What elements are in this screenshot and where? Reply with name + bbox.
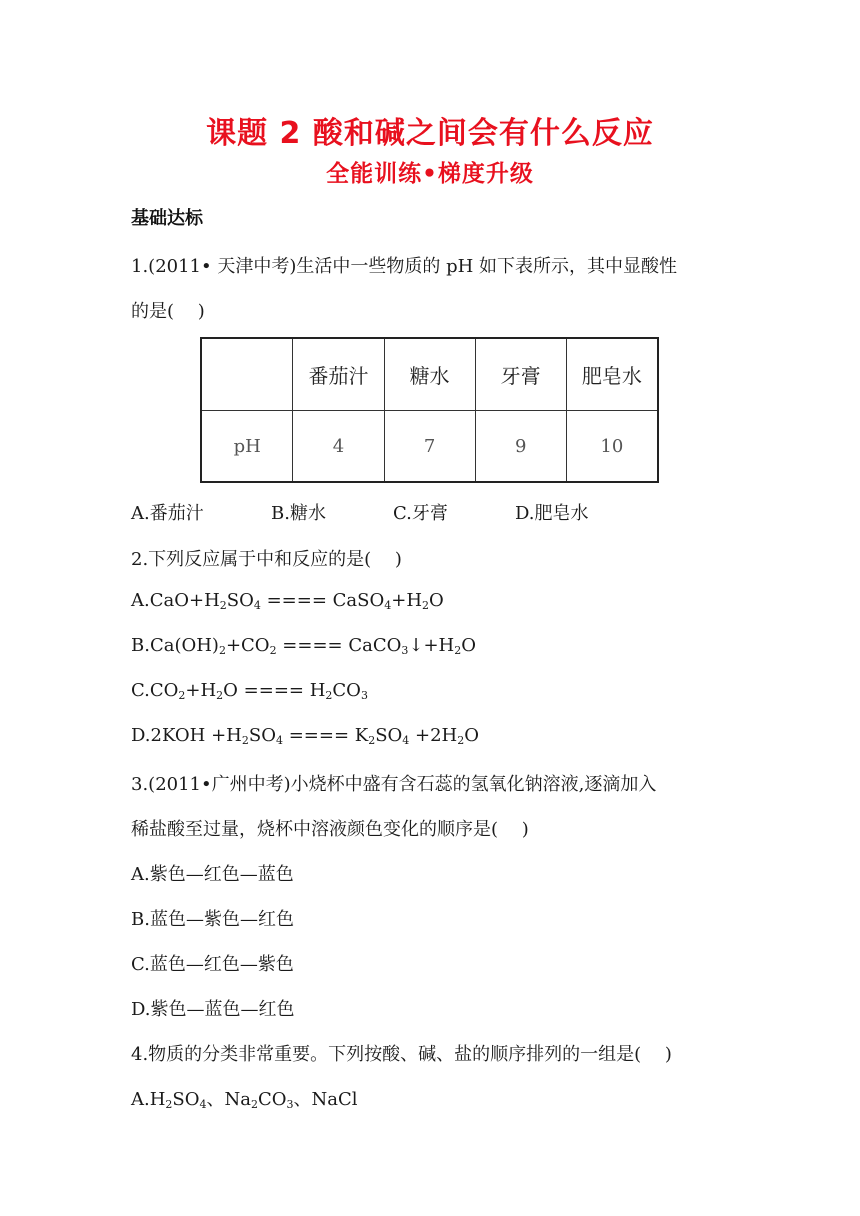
ph-table-value-row	[201, 411, 658, 483]
formula-text: C.CO	[131, 680, 179, 701]
ph-table-row-label: pH	[201, 411, 293, 483]
formula-subscript: 2	[165, 1098, 173, 1111]
ph-table-header-cell: 肥皂水	[566, 338, 658, 411]
formula-text: 、Na	[206, 1089, 251, 1110]
formula-text: CO	[258, 1089, 287, 1110]
formula-subscript: 3	[360, 689, 368, 702]
ph-table-header-cell: 番茄汁	[293, 338, 384, 411]
lesson-title: 课题 2 酸和碱之间会有什么反应	[206, 116, 654, 151]
q3-option-a[interactable]: A.紫色—红色—蓝色	[131, 864, 294, 885]
formula-text: ==== CaCO	[276, 635, 402, 656]
q1-stem-line1: 1.(2011• 天津中考)生活中一些物质的 pH 如下表所示，其中显酸性	[131, 256, 678, 277]
formula-text: ↓+H	[408, 635, 455, 656]
formula-text: +CO	[225, 635, 270, 656]
q1-stem-line2: 的是( )	[131, 301, 205, 322]
formula-subscript: 4	[384, 599, 392, 612]
formula-text: 、NaCl	[293, 1089, 358, 1110]
formula-subscript: 2	[218, 644, 226, 657]
formula-subscript: 4	[402, 734, 410, 747]
q1-option-d[interactable]: D.肥皂水	[515, 503, 589, 524]
formula-subscript: 2	[422, 599, 430, 612]
formula-text: ==== K	[282, 725, 369, 746]
q3-option-c[interactable]: C.蓝色—红色—紫色	[131, 954, 294, 975]
lesson-subtitle: 全能训练•梯度升级	[326, 161, 534, 187]
formula-text: A.H	[131, 1089, 166, 1110]
formula-subscript: 2	[325, 689, 333, 702]
ph-table-header-row	[201, 338, 658, 411]
formula-text: O	[429, 590, 444, 611]
ph-table-header-cell: 牙膏	[475, 338, 566, 411]
formula-text: B.Ca(OH)	[131, 635, 219, 656]
q4-stem: 4.物质的分类非常重要。下列按酸、碱、盐的顺序排列的一组是( )	[131, 1044, 672, 1065]
formula-text: +H	[391, 590, 423, 611]
formula-subscript: 2	[216, 689, 224, 702]
q3-option-d[interactable]: D.紫色—蓝色—红色	[131, 999, 295, 1020]
formula-subscript: 4	[199, 1098, 207, 1111]
formula-subscript: 3	[401, 644, 409, 657]
formula-subscript: 2	[368, 734, 376, 747]
ph-table	[200, 337, 659, 483]
q2-option-a[interactable]	[131, 590, 444, 612]
q1-option-a[interactable]: A.番茄汁	[131, 503, 204, 524]
formula-text: SO	[375, 725, 403, 746]
q4-option-a[interactable]	[131, 1085, 358, 1111]
formula-subscript: 4	[253, 599, 261, 612]
ph-table-value-cell: 7	[384, 411, 475, 483]
formula-text: ==== CaSO	[260, 590, 385, 611]
q2-stem: 2.下列反应属于中和反应的是( )	[131, 549, 402, 570]
q2-option-b[interactable]	[131, 635, 476, 657]
formula-text: O ==== H	[223, 680, 326, 701]
ph-table-corner-cell	[201, 338, 293, 411]
formula-text: SO	[172, 1089, 200, 1110]
formula-text: O	[464, 725, 480, 746]
formula-subscript: 4	[275, 734, 283, 747]
ph-table-value-cell: 10	[566, 411, 658, 483]
formula-text: A.CaO+H	[131, 590, 220, 611]
q3-stem-line2: 稀盐酸至过量，烧杯中溶液颜色变化的顺序是( )	[131, 819, 529, 840]
formula-text: CO	[332, 680, 361, 701]
formula-text: SO	[248, 725, 276, 746]
ph-table-value-cell: 4	[293, 411, 384, 483]
formula-text: D.2KOH +H	[131, 725, 242, 746]
formula-subscript: 2	[454, 644, 462, 657]
q2-option-c[interactable]	[131, 680, 368, 702]
formula-subscript: 2	[457, 734, 465, 747]
q3-stem-line1: 3.(2011•广州中考)小烧杯中盛有含石蕊的氢氧化钠溶液,逐滴加入	[131, 774, 657, 795]
formula-text: SO	[226, 590, 254, 611]
formula-subscript: 2	[241, 734, 249, 747]
formula-text: O	[461, 635, 477, 656]
formula-subscript: 2	[251, 1098, 258, 1111]
q1-option-c[interactable]: C.牙膏	[393, 503, 448, 524]
ph-table-value-cell: 9	[475, 411, 566, 483]
ph-table-header-cell: 糖水	[384, 338, 475, 411]
q2-option-d[interactable]	[131, 725, 479, 747]
q3-option-b[interactable]: B.蓝色—紫色—红色	[131, 909, 294, 930]
formula-subscript: 2	[178, 689, 186, 702]
formula-subscript: 2	[269, 644, 277, 657]
formula-subscript: 2	[219, 599, 227, 612]
q1-option-b[interactable]: B.糖水	[271, 503, 326, 524]
section-heading: 基础达标	[131, 208, 203, 229]
formula-subscript: 3	[286, 1098, 294, 1111]
formula-text: +2H	[409, 725, 458, 746]
formula-text: +H	[185, 680, 217, 701]
